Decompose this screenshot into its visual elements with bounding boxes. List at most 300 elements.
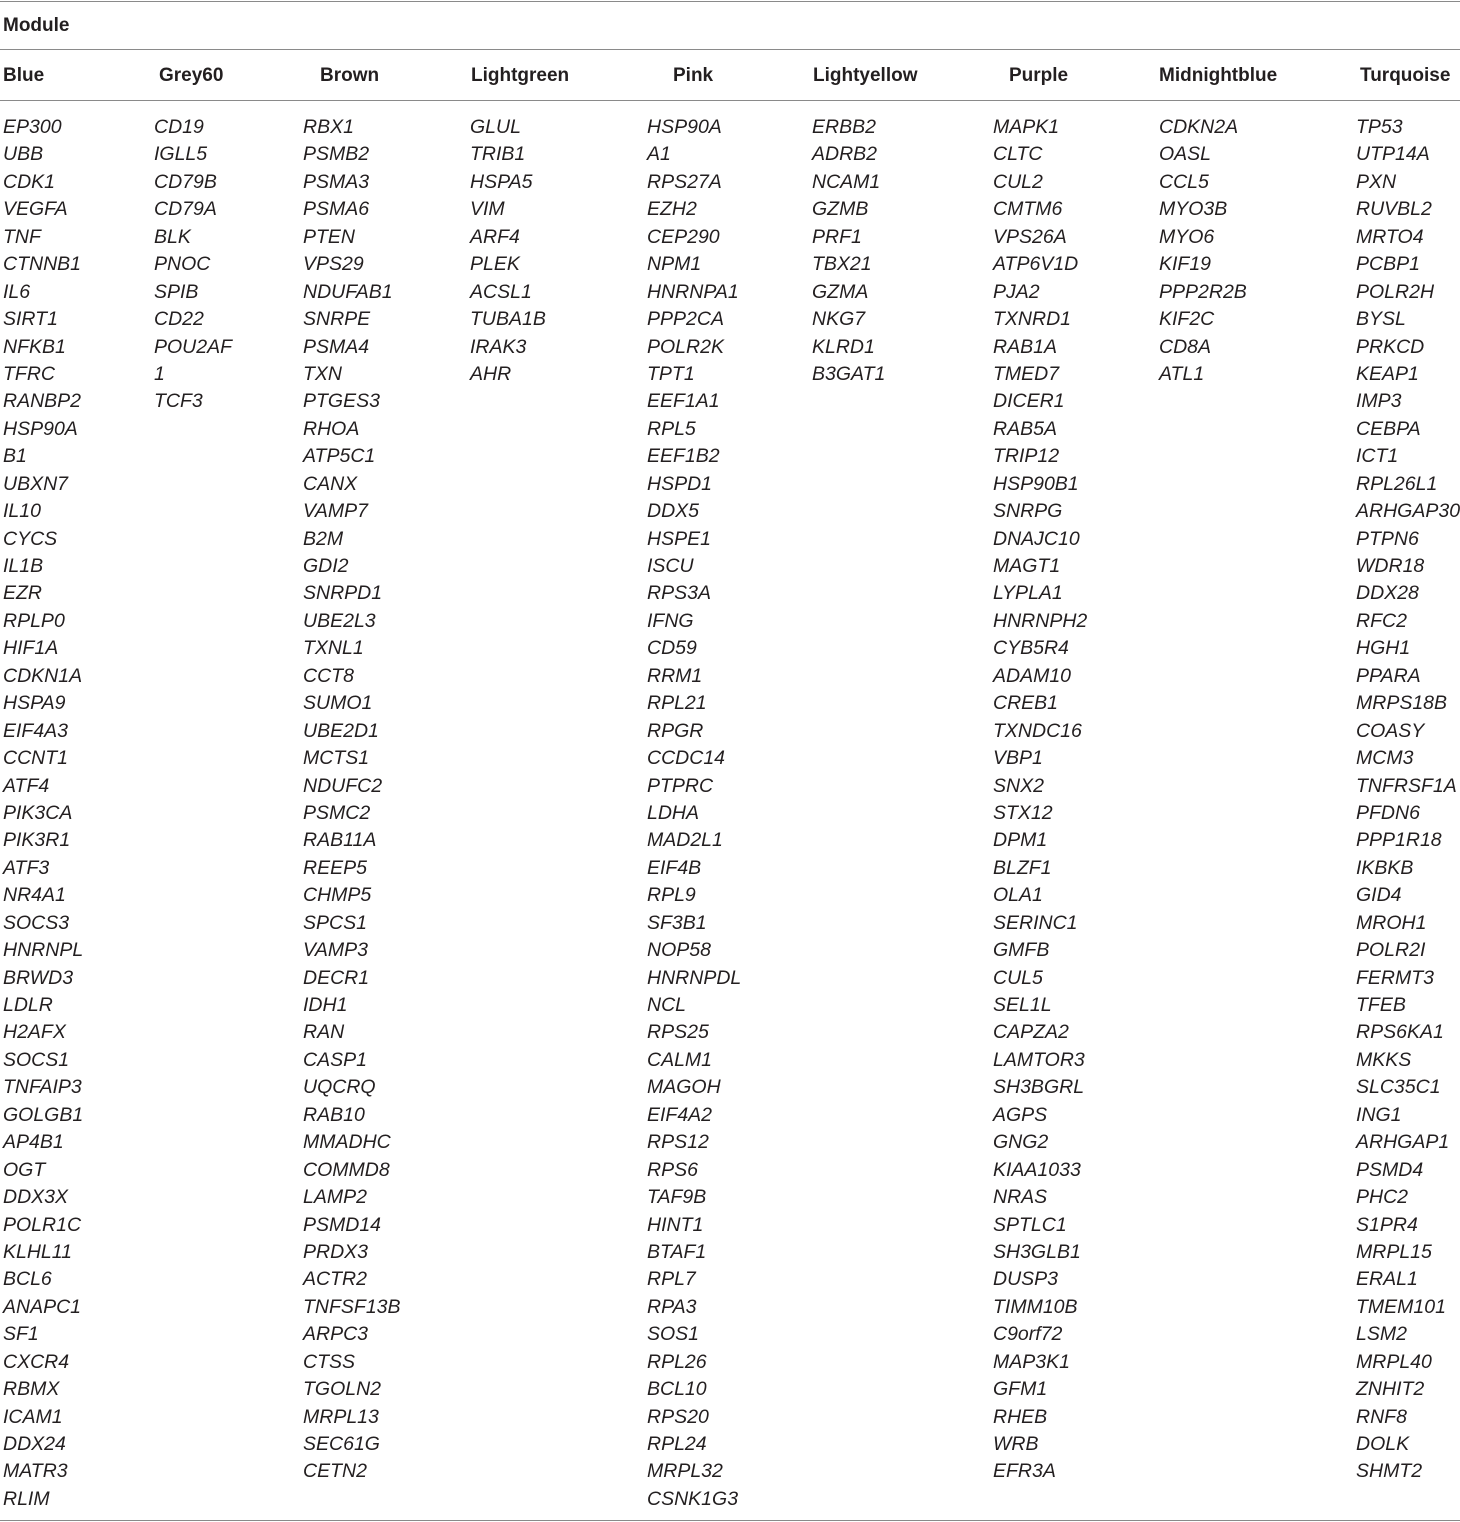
gene-cell: PSMC2: [303, 801, 371, 824]
gene-cell: ARF4: [470, 225, 520, 248]
gene-cell: TNFRSF1A: [1356, 774, 1457, 797]
gene-cell: CUL2: [993, 170, 1043, 193]
gene-cell: VPS29: [303, 253, 364, 276]
gene-cell: AGPS: [993, 1103, 1048, 1126]
gene-cell: CSNK1G3: [647, 1487, 739, 1510]
gene-cell: CETN2: [303, 1460, 367, 1483]
gene-list-midnightblue: [1159, 114, 1247, 388]
gene-cell: RAN: [303, 1021, 345, 1044]
gene-cell: BRWD3: [3, 966, 74, 989]
gene-cell: UBE2D1: [303, 719, 379, 742]
gene-cell: CCDC14: [647, 747, 726, 770]
gene-cell: MRPL13: [303, 1405, 379, 1428]
column-header-lightyellow: Lightyellow: [813, 65, 918, 86]
gene-cell: TIMM10B: [993, 1295, 1078, 1318]
gene-cell: MRTO4: [1356, 225, 1424, 248]
gene-cell: UBB: [3, 143, 44, 166]
gene-cell: RAB10: [303, 1103, 365, 1126]
gene-cell: KIF19: [1159, 253, 1212, 276]
gene-cell: HSP90A: [3, 417, 78, 440]
gene-cell: HNRNPA1: [647, 280, 739, 303]
gene-cell: CCL5: [1159, 170, 1209, 193]
gene-cell: CMTM6: [993, 198, 1063, 221]
gene-cell: ICT1: [1356, 445, 1399, 468]
gene-cell: SH3GLB1: [993, 1240, 1081, 1263]
gene-cell: TNF: [3, 225, 41, 248]
gene-cell: TMED7: [993, 362, 1060, 385]
column-header-midnightblue: Midnightblue: [1159, 65, 1278, 86]
column-header-blue: Blue: [3, 65, 45, 86]
column-header-brown: Brown: [320, 65, 380, 86]
gene-cell: IMP3: [1356, 390, 1402, 413]
column-header-turquoise: Turquoise: [1360, 65, 1451, 86]
gene-cell: NRAS: [993, 1186, 1048, 1209]
gene-cell: BLK: [154, 225, 191, 248]
gene-cell: C9orf72: [993, 1323, 1063, 1346]
gene-cell: A1: [647, 143, 671, 166]
gene-cell: LDHA: [647, 801, 700, 824]
gene-cell: RPL5: [647, 417, 696, 440]
gene-cell: SEL1L: [993, 994, 1052, 1016]
gene-cell: IFNG: [647, 609, 694, 632]
module-title: Module: [3, 15, 70, 36]
gene-cell: DDX24: [3, 1433, 66, 1455]
gene-cell: KIF2C: [1159, 308, 1215, 331]
gene-cell: POLR2H: [1356, 280, 1435, 303]
gene-cell: NDUFC2: [303, 774, 383, 797]
gene-cell: MATR3: [3, 1460, 68, 1483]
gene-cell: RPS12: [647, 1131, 709, 1154]
gene-cell: ICAM1: [3, 1405, 63, 1428]
gene-cell: CEP290: [647, 225, 720, 248]
gene-cell: ARHGAP1: [1356, 1131, 1450, 1154]
gene-cell: DOLK: [1356, 1433, 1410, 1455]
gene-cell: PSMA3: [303, 170, 370, 193]
gene-cell: ATP6V1D: [993, 253, 1079, 276]
gene-cell: PLEK: [470, 253, 520, 276]
gene-cell: S1PR4: [1356, 1213, 1418, 1236]
gene-cell: RPL21: [647, 692, 707, 715]
gene-cell: PPP2CA: [647, 308, 724, 331]
gene-cell: SF1: [3, 1323, 39, 1346]
gene-cell: RPS27A: [647, 170, 722, 193]
gene-cell: TXNL1: [303, 637, 364, 660]
gene-cell: TXNRD1: [993, 308, 1072, 331]
gene-cell: VIM: [470, 198, 505, 221]
gene-cell: POLR2K: [647, 335, 724, 358]
gene-cell: LAMTOR3: [993, 1048, 1085, 1071]
gene-cell: IL1B: [3, 555, 44, 577]
gene-cell: HNRNPL: [3, 939, 84, 962]
gene-cell: COMMD8: [303, 1158, 390, 1181]
gene-cell: MRPL32: [647, 1460, 723, 1483]
gene-cell: RPS6: [647, 1158, 698, 1181]
gene-cell: CD79A: [154, 198, 217, 221]
gene-cell: CYB5R4: [993, 637, 1069, 660]
gene-cell: CDKN2A: [1159, 116, 1239, 138]
gene-cell: HGH1: [1356, 637, 1411, 660]
gene-list-brown: [303, 114, 401, 1486]
gene-cell: MRPL40: [1356, 1350, 1432, 1373]
column-header-pink: Pink: [673, 65, 714, 86]
gene-cell: DICER1: [993, 390, 1065, 413]
gene-cell: RLIM: [3, 1487, 50, 1510]
gene-cell: HSPD1: [647, 472, 713, 495]
rule-bottom: [0, 1520, 1460, 1521]
gene-cell: TAF9B: [647, 1186, 707, 1209]
gene-cell: GZMB: [812, 198, 869, 221]
gene-list-lightgreen: [470, 114, 546, 388]
gene-cell: TGOLN2: [303, 1378, 382, 1401]
gene-cell: GID4: [1356, 884, 1402, 907]
gene-cell: MYO6: [1159, 225, 1215, 248]
rule-under-headers: [0, 100, 1460, 101]
gene-cell: PPARA: [1356, 664, 1421, 687]
gene-cell: MAPK1: [993, 116, 1060, 138]
gene-cell: CHMP5: [303, 884, 372, 907]
gene-cell: CTNNB1: [3, 253, 82, 276]
gene-cell: WRB: [993, 1433, 1039, 1455]
gene-cell: ADAM10: [993, 664, 1072, 687]
gene-cell: RANBP2: [3, 390, 82, 413]
gene-cell: POU2AF: [154, 335, 233, 358]
gene-cell: CD8A: [1159, 335, 1212, 358]
gene-cell: EZR: [3, 582, 42, 605]
gene-cell: RPS6KA1: [1356, 1021, 1444, 1044]
gene-cell: SNRPE: [303, 308, 371, 331]
gene-cell: OGT: [3, 1158, 46, 1181]
gene-cell: RHEB: [993, 1405, 1048, 1428]
gene-cell: SEC61G: [303, 1433, 380, 1455]
gene-cell: GMFB: [993, 939, 1050, 962]
gene-cell: EIF4A2: [647, 1103, 713, 1126]
gene-cell: CAPZA2: [993, 1021, 1069, 1044]
gene-cell: TXNDC16: [993, 719, 1082, 742]
gene-cell: EIF4B: [647, 856, 702, 879]
gene-cell: SOS1: [647, 1323, 700, 1346]
gene-cell: SERINC1: [993, 911, 1078, 934]
gene-cell: SLC35C1: [1356, 1076, 1441, 1099]
gene-cell: HSP90A: [647, 116, 722, 138]
gene-cell: RRM1: [647, 664, 703, 687]
gene-cell: IL6: [3, 280, 31, 303]
gene-cell: PRDX3: [303, 1240, 369, 1263]
gene-cell: GDI2: [303, 555, 349, 577]
gene-cell: H2AFX: [3, 1021, 66, 1044]
gene-cell: HINT1: [647, 1213, 704, 1236]
gene-cell: CYCS: [3, 527, 58, 550]
gene-cell: EEF1A1: [647, 390, 720, 413]
gene-cell: SNRPG: [993, 500, 1063, 523]
gene-cell: SPCS1: [303, 911, 367, 934]
gene-cell: NPM1: [647, 253, 702, 276]
gene-cell: RAB5A: [993, 417, 1057, 440]
gene-cell: PSMA6: [303, 198, 370, 221]
gene-cell: NDUFAB1: [303, 280, 393, 303]
gene-cell: SPTLC1: [993, 1213, 1067, 1236]
gene-cell: DDX5: [647, 500, 700, 523]
gene-cell: RBX1: [303, 116, 354, 138]
gene-cell: ERBB2: [812, 116, 876, 138]
gene-cell: EEF1B2: [647, 445, 720, 468]
gene-cell: PCBP1: [1356, 253, 1420, 276]
gene-cell: CD22: [154, 308, 204, 331]
gene-cell: CUL5: [993, 966, 1043, 989]
gene-cell: AHR: [470, 362, 512, 385]
gene-cell: NFKB1: [3, 335, 66, 358]
gene-cell: LSM2: [1356, 1323, 1407, 1346]
gene-cell: TUBA1B: [470, 308, 546, 331]
gene-cell: MCM3: [1356, 747, 1414, 770]
gene-cell: NKG7: [812, 308, 866, 331]
rule-top: [0, 1, 1460, 2]
gene-cell: MMADHC: [303, 1131, 391, 1154]
gene-cell: CD19: [154, 116, 204, 138]
gene-cell: ARHGAP30: [1356, 500, 1460, 523]
gene-cell: PPP2R2B: [1159, 280, 1247, 303]
gene-cell: IKBKB: [1356, 856, 1414, 879]
gene-cell: MROH1: [1356, 911, 1427, 934]
gene-cell: FERMT3: [1356, 966, 1434, 989]
gene-cell: UBE2L3: [303, 609, 376, 632]
gene-cell: PSMA4: [303, 335, 370, 358]
gene-cell: PNOC: [154, 253, 211, 276]
gene-cell: RPL26: [647, 1350, 707, 1373]
gene-cell: ATP5C1: [303, 445, 376, 468]
gene-list-purple: [993, 114, 1087, 1486]
gene-cell: IGLL5: [154, 143, 208, 166]
gene-cell: VPS26A: [993, 225, 1067, 248]
gene-list-grey60: [154, 114, 232, 416]
gene-cell: VEGFA: [3, 198, 68, 221]
gene-cell: VAMP7: [303, 500, 369, 523]
gene-cell: RHOA: [303, 417, 360, 440]
gene-cell: LDLR: [3, 994, 53, 1016]
gene-cell: CDK1: [3, 170, 56, 193]
gene-cell: PRKCD: [1356, 335, 1425, 358]
gene-cell: DUSP3: [993, 1268, 1059, 1291]
gene-cell: PSMD14: [303, 1213, 382, 1236]
gene-cell: NOP58: [647, 939, 711, 962]
gene-cell: PIK3CA: [3, 801, 73, 824]
gene-cell: UTP14A: [1356, 143, 1430, 166]
column-header-purple: Purple: [1009, 65, 1069, 86]
gene-cell: HSPA9: [3, 692, 66, 715]
gene-cell: SIRT1: [3, 308, 58, 331]
gene-cell: ING1: [1356, 1103, 1402, 1126]
gene-cell: RPS3A: [647, 582, 711, 605]
gene-cell: RPL26L1: [1356, 472, 1438, 495]
gene-cell: MAP3K1: [993, 1350, 1070, 1373]
gene-cell: PIK3R1: [3, 829, 71, 852]
gene-cell: SNRPD1: [303, 582, 383, 605]
gene-cell: BYSL: [1356, 308, 1406, 331]
gene-cell: GOLGB1: [3, 1103, 84, 1126]
gene-cell: ERAL1: [1356, 1268, 1418, 1291]
gene-cell: TNFAIP3: [3, 1076, 82, 1099]
gene-cell: RBMX: [3, 1378, 60, 1401]
gene-cell: ACTR2: [303, 1268, 367, 1291]
gene-cell: SNX2: [993, 774, 1044, 797]
gene-cell: MYO3B: [1159, 198, 1228, 221]
gene-cell: TFRC: [3, 362, 55, 385]
gene-list-lightyellow: [812, 114, 885, 388]
gene-cell: PSMD4: [1356, 1158, 1424, 1181]
gene-cell: GNG2: [993, 1131, 1049, 1154]
gene-cell: KIAA1033: [993, 1158, 1081, 1181]
gene-cell: KEAP1: [1356, 362, 1419, 385]
gene-cell: VAMP3: [303, 939, 369, 962]
gene-cell: CCT8: [303, 664, 354, 687]
gene-cell: TRIP12: [993, 445, 1060, 468]
gene-cell: EIF4A3: [3, 719, 69, 742]
gene-cell: COASY: [1356, 719, 1425, 742]
gene-cell: ATF3: [3, 856, 50, 879]
gene-cell: PTEN: [303, 225, 356, 248]
gene-cell: SOCS1: [3, 1048, 70, 1071]
gene-cell: SPIB: [154, 280, 199, 303]
gene-cell: ZNHIT2: [1356, 1378, 1425, 1401]
column-header-lightgreen: Lightgreen: [471, 65, 570, 86]
gene-cell: TXN: [303, 362, 342, 385]
gene-cell: LAMP2: [303, 1186, 367, 1209]
gene-cell: EFR3A: [993, 1460, 1056, 1483]
gene-cell: BTAF1: [647, 1240, 707, 1263]
gene-cell: RPA3: [647, 1295, 697, 1318]
gene-cell: CEBPA: [1356, 417, 1421, 440]
gene-cell: SF3B1: [647, 911, 707, 934]
gene-cell: KLRD1: [812, 335, 875, 358]
gene-cell: CLTC: [993, 143, 1043, 166]
gene-cell: ARPC3: [303, 1323, 369, 1346]
gene-cell: HNRNPDL: [647, 966, 742, 989]
gene-cell: PXN: [1356, 170, 1397, 193]
gene-cell: EZH2: [647, 198, 697, 221]
gene-list-pink: [647, 114, 741, 1513]
gene-cell: STX12: [993, 801, 1053, 824]
gene-cell: ACSL1: [470, 280, 532, 303]
gene-cell: BCL6: [3, 1268, 52, 1291]
gene-cell: CXCR4: [3, 1350, 70, 1373]
gene-cell: PHC2: [1356, 1186, 1409, 1209]
gene-cell: POLR1C: [3, 1213, 82, 1236]
gene-cell: 1: [154, 362, 165, 385]
column-header-grey60: Grey60: [159, 65, 224, 86]
gene-cell: CD59: [647, 637, 697, 660]
gene-cell: RPLP0: [3, 609, 65, 632]
gene-cell: MAGT1: [993, 555, 1061, 577]
gene-cell: MKKS: [1356, 1048, 1412, 1071]
gene-cell: CD79B: [154, 170, 217, 193]
gene-cell: PTGES3: [303, 390, 380, 413]
gene-cell: RUVBL2: [1356, 198, 1432, 221]
gene-cell: IRAK3: [470, 335, 527, 358]
gene-cell: CANX: [303, 472, 358, 495]
gene-cell: DDX28: [1356, 582, 1419, 605]
gene-cell: PRF1: [812, 225, 862, 248]
gene-cell: DPM1: [993, 829, 1048, 852]
gene-cell: PSMB2: [303, 143, 370, 166]
gene-cell: RNF8: [1356, 1405, 1407, 1428]
gene-cell: RPL7: [647, 1268, 696, 1291]
gene-cell: BCL10: [647, 1378, 707, 1401]
gene-list-blue: [3, 114, 83, 1513]
gene-cell: UBXN7: [3, 472, 69, 495]
gene-cell: RPS20: [647, 1405, 709, 1428]
gene-cell: PJA2: [993, 280, 1040, 303]
gene-cell: ADRB2: [812, 143, 878, 166]
gene-cell: NCL: [647, 994, 687, 1016]
gene-cell: MCTS1: [303, 747, 370, 770]
gene-cell: SUMO1: [303, 692, 373, 715]
rule-under-title: [0, 49, 1460, 50]
gene-cell: MRPL15: [1356, 1240, 1432, 1263]
gene-cell: RAB11A: [303, 829, 377, 852]
gene-cell: ISCU: [647, 555, 694, 577]
gene-cell: HNRNPH2: [993, 609, 1088, 632]
gene-cell: WDR18: [1356, 555, 1425, 577]
gene-cell: DDX3X: [3, 1186, 69, 1209]
gene-cell: IL10: [3, 500, 41, 523]
gene-cell: HIF1A: [3, 637, 59, 660]
gene-cell: UQCRQ: [303, 1076, 376, 1099]
gene-cell: TBX21: [812, 253, 872, 276]
gene-cell: CREB1: [993, 692, 1059, 715]
gene-cell: CDKN1A: [3, 664, 83, 687]
gene-cell: B1: [3, 445, 27, 468]
gene-cell: NR4A1: [3, 884, 66, 907]
gene-cell: GFM1: [993, 1378, 1048, 1401]
gene-cell: TRIB1: [470, 143, 526, 166]
gene-cell: DNAJC10: [993, 527, 1080, 550]
gene-cell: SH3BGRL: [993, 1076, 1085, 1099]
gene-cell: RPL24: [647, 1433, 707, 1455]
gene-cell: TPT1: [647, 362, 695, 385]
gene-cell: SOCS3: [3, 911, 70, 934]
gene-cell: B3GAT1: [812, 362, 886, 385]
gene-cell: RAB1A: [993, 335, 1057, 358]
gene-cell: RPL9: [647, 884, 696, 907]
gene-cell: PTPRC: [647, 774, 714, 797]
gene-cell: REEP5: [303, 856, 367, 879]
gene-cell: TCF3: [154, 390, 203, 413]
gene-cell: MAGOH: [647, 1076, 721, 1099]
gene-cell: LYPLA1: [993, 582, 1063, 605]
gene-cell: PPP1R18: [1356, 829, 1442, 852]
gene-cell: RPGR: [647, 719, 704, 742]
gene-cell: CALM1: [647, 1048, 713, 1071]
gene-cell: VBP1: [993, 747, 1043, 770]
gene-cell: HSPE1: [647, 527, 711, 550]
gene-cell: TFEB: [1356, 994, 1406, 1016]
gene-cell: HSPA5: [470, 170, 533, 193]
gene-cell: HSP90B1: [993, 472, 1079, 495]
gene-cell: TNFSF13B: [303, 1295, 401, 1318]
gene-cell: RPS25: [647, 1021, 709, 1044]
gene-cell: ATL1: [1159, 362, 1205, 385]
gene-cell: ANAPC1: [3, 1295, 82, 1318]
gene-cell: DECR1: [303, 966, 370, 989]
gene-cell: MRPS18B: [1356, 692, 1448, 715]
gene-list-turquoise: [1356, 114, 1460, 1486]
gene-cell: EP300: [3, 116, 62, 138]
gene-cell: B2M: [303, 527, 344, 550]
gene-cell: PTPN6: [1356, 527, 1419, 550]
gene-cell: MAD2L1: [647, 829, 723, 852]
gene-cell: OLA1: [993, 884, 1043, 907]
gene-cell: RFC2: [1356, 609, 1407, 632]
gene-cell: TP53: [1356, 116, 1403, 138]
